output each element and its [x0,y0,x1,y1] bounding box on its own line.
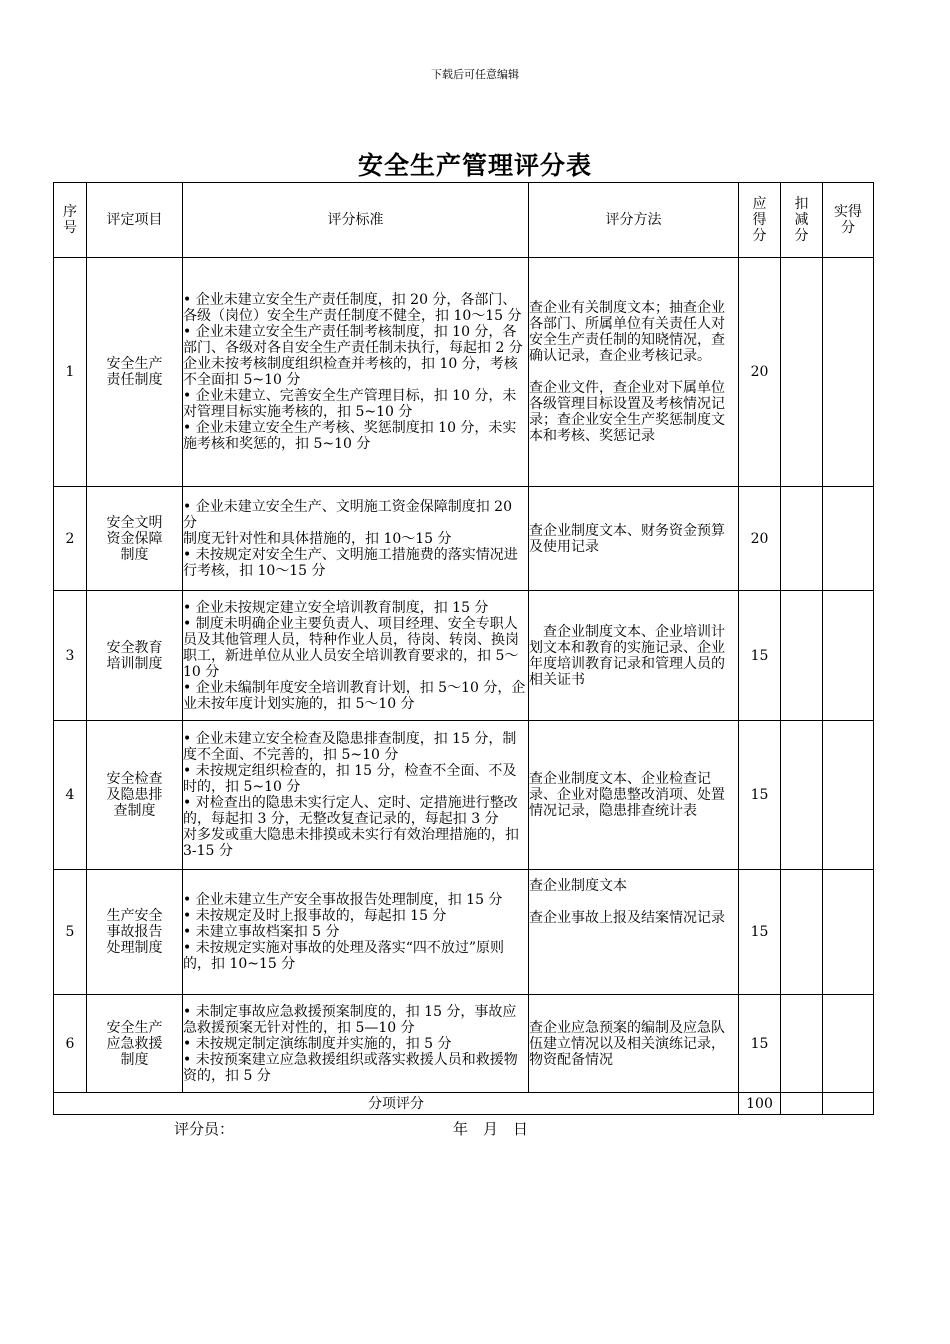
header-note: 下载后可任意编辑 [431,68,519,81]
col-score-due: 应 得 分 [739,183,781,258]
row-seq: 2 [54,487,87,591]
row-deduct[interactable] [781,870,823,995]
row-method: 查企业制度文本 查企业事故上报及结案情况记录 [529,870,739,995]
row-method: 查企业应急预案的编制及应急队伍建立情况以及相关演练记录，物资配备情况 [529,995,739,1093]
row-method: 查企业有关制度文本；抽查企业各部门、所属单位有关责任人对安全生产责任制的知晓情况，查确认记录，查企业考核记录。 查企业文件，查企业对下属单位各级管理目标设置及考核情况记录；查企业安全生产奖惩制度文本和考核、奖惩记录 [529,258,739,487]
row-method: 查企业制度文本、企业检查记录、企业对隐患整改消项、处置情况记录，隐患排查统计表 [529,721,739,870]
table-row [54,721,874,870]
row-deduct[interactable] [781,487,823,591]
row-actual[interactable] [823,487,874,591]
summary-row [54,1093,874,1115]
summary-score: 100 [739,1093,781,1115]
row-deduct[interactable] [781,995,823,1093]
row-standard: • 企业未建立生产安全事故报告处理制度，扣 15 分 • 未按规定及时上报事故的，每起扣 15 分 • 未建立事故档案扣 5 分 • 未按规定实施对事故的处理及落实“四不放过”原则的，扣 10~15 分 [183,870,529,995]
scorer-label: 评分员： [174,1120,235,1138]
summary-deduct[interactable] [781,1093,823,1115]
row-seq: 4 [54,721,87,870]
row-seq: 3 [54,591,87,721]
date-label: 年 月 日 [453,1120,529,1138]
row-item: 安全生产 责任制度 [87,258,183,487]
table-header-row [54,183,874,258]
row-score: 20 [739,487,781,591]
row-score: 15 [739,721,781,870]
summary-label: 分项评分 [54,1093,739,1115]
row-standard: • 未制定事故应急救援预案制度的，扣 15 分，事故应急救援预案无针对性的，扣 5—10 分 • 未按规定制定演练制度并实施的，扣 5 分 • 未按预案建立应急救援组织或落实救援人员和救援物资的，扣 5 分 [183,995,529,1093]
row-standard: • 企业未建立安全生产、文明施工资金保障制度扣 20 分 制度无针对性和具体措施的，扣 10～15 分 • 未按规定对安全生产、文明施工措施费的落实情况进行考核，扣 10～15 分 [183,487,529,591]
row-item: 安全生产 应急救援 制度 [87,995,183,1093]
row-actual[interactable] [823,995,874,1093]
table-row [54,591,874,721]
row-score: 15 [739,591,781,721]
page-title: 安全生产管理评分表 [357,151,592,180]
summary-actual[interactable] [823,1093,874,1115]
row-deduct[interactable] [781,591,823,721]
row-item: 安全教育 培训制度 [87,591,183,721]
row-score: 20 [739,258,781,487]
table-row [54,995,874,1093]
row-standard: • 企业未建立安全检查及隐患排查制度，扣 15 分，制度不全面、不完善的，扣 5~10 分 • 未按规定组织检查的，扣 15 分，检查不全面、不及时的，扣 5~10 分 • 对检查出的隐患未实行定人、定时、定措施进行整改的，每起扣 3 分，无整改复查记录的，每起扣 3 分 对多发或重大隐患未排摸或未实行有效治理措施的，扣 3-15 分 [183,721,529,870]
row-deduct[interactable] [781,721,823,870]
row-standard: • 企业未建立安全生产责任制度，扣 20 分，各部门、各级（岗位）安全生产责任制度不健全，扣 10～15 分 • 企业未建立安全生产责任制考核制度，扣 10 分，各部门、各级对各自安全生产责任制未执行，每起扣 2 分 企业未按考核制度组织检查并考核的，扣 10 分，考核不全面扣 5~10 分 • 企业未建立、完善安全生产管理目标，扣 10 分，未对管理目标实施考核的，扣 5~10 分 • 企业未建立安全生产考核、奖惩制度扣 10 分，未实施考核和奖惩的，扣 5~10 分 [183,258,529,487]
table-row [54,870,874,995]
row-score: 15 [739,995,781,1093]
col-method: 评分方法 [529,183,739,258]
col-actual: 实得 分 [823,183,874,258]
row-seq: 1 [54,258,87,487]
row-score: 15 [739,870,781,995]
row-deduct[interactable] [781,258,823,487]
row-actual[interactable] [823,721,874,870]
row-standard: • 企业未按规定建立安全培训教育制度，扣 15 分 • 制度未明确企业主要负责人、项目经理、安全专职人员及其他管理人员，特种作业人员，待岗、转岗、换岗职工，新进单位从业人员安全培训教育要求的，扣 5～10 分 • 企业未编制年度安全培训教育计划，扣 5～10 分，企业未按年度计划实施的，扣 5～10 分 [183,591,529,721]
row-actual[interactable] [823,591,874,721]
col-item: 评定项目 [87,183,183,258]
row-item: 生产安全 事故报告 处理制度 [87,870,183,995]
row-actual[interactable] [823,870,874,995]
table-row [54,487,874,591]
row-actual[interactable] [823,258,874,487]
table-row [54,258,874,487]
col-standard: 评分标准 [183,183,529,258]
row-method: 查企业制度文本、财务资金预算及使用记录 [529,487,739,591]
row-item: 安全文明 资金保障 制度 [87,487,183,591]
col-deduct: 扣 减 分 [781,183,823,258]
row-item: 安全检查 及隐患排 查制度 [87,721,183,870]
score-table [53,182,874,1115]
row-method: 查企业制度文本、企业培训计划文本和教育的实施记录、企业年度培训教育记录和管理人员的相关证书 [529,591,739,721]
row-seq: 6 [54,995,87,1093]
col-seq: 序 号 [54,183,87,258]
row-seq: 5 [54,870,87,995]
